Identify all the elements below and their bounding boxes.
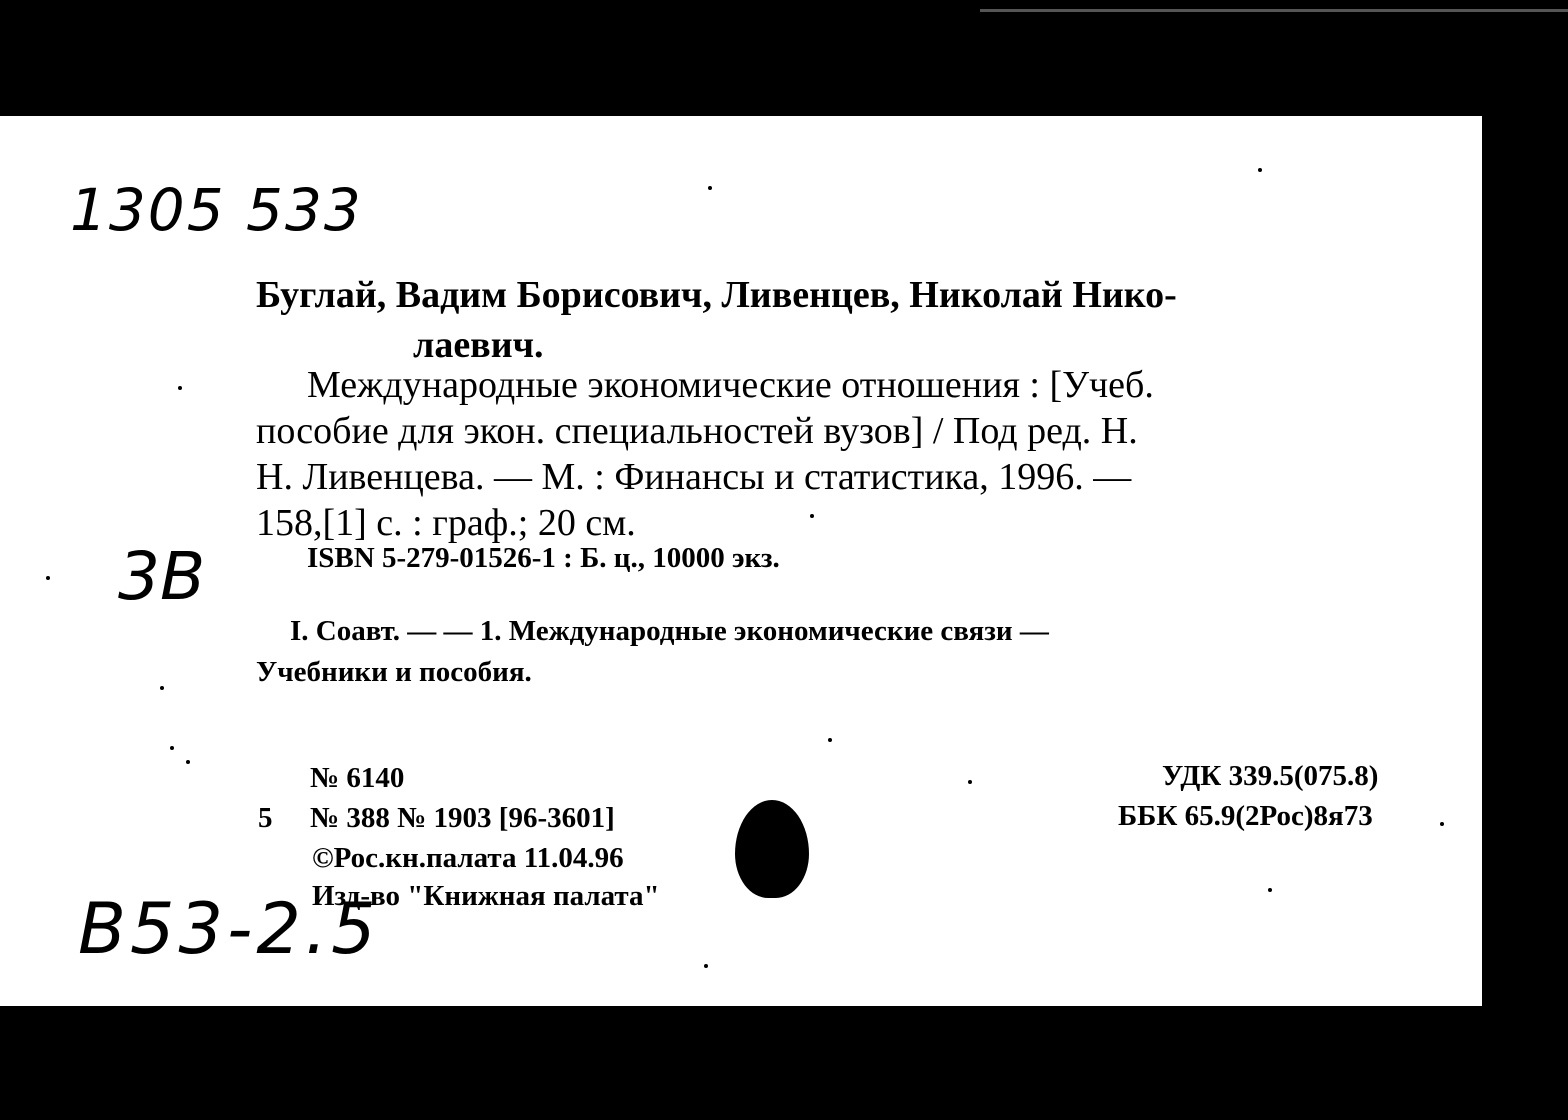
- scan-speck: [186, 760, 190, 764]
- scan-speck: [46, 576, 50, 580]
- bbk-code: ББК 65.9(2Рос)8я73: [1118, 800, 1373, 832]
- handwritten-catalog-number: 1305 533: [70, 176, 363, 244]
- handwritten-bottom-code: B53-2.5: [78, 888, 380, 970]
- description-line1: Международные экономические отношения : [Учеб.: [307, 364, 1154, 406]
- scan-speck: [810, 514, 814, 518]
- description-line2: пособие для экон. специальностей вузов] / Под ред. Н.: [256, 410, 1138, 452]
- isbn-line: ISBN 5-279-01526-1 : Б. ц., 10000 экз.: [307, 542, 780, 574]
- ink-blot: [735, 800, 809, 898]
- udk-code: УДК 339.5(075.8): [1162, 760, 1379, 792]
- footer-number: № 6140: [310, 762, 405, 794]
- footer-line2: № 388 № 1903 [96-3601]: [310, 802, 615, 834]
- scan-speck: [1268, 888, 1272, 892]
- footer-line2-prefix: 5: [258, 802, 273, 834]
- scan-speck: [1258, 168, 1262, 172]
- scan-speck: [968, 780, 972, 784]
- subjects-line2: Учебники и пособия.: [256, 656, 532, 688]
- catalog-card: [0, 116, 1482, 1006]
- scan-speck: [170, 746, 174, 750]
- description-line3: Н. Ливенцева. — М. : Финансы и статистика, 1996. —: [256, 456, 1132, 498]
- scan-speck: [704, 964, 708, 968]
- subjects-line1: I. Соавт. — — 1. Международные экономические связи —: [290, 615, 1049, 647]
- scan-speck: [708, 186, 712, 190]
- scan-edge-line: [980, 9, 1568, 12]
- footer-copyright: ©Рос.кн.палата 11.04.96: [312, 842, 624, 874]
- scan-speck: [828, 738, 832, 742]
- scan-speck: [178, 386, 182, 390]
- author-heading-line1: Буглай, Вадим Борисович, Ливенцев, Николай Нико-: [256, 274, 1177, 316]
- description-line4: 158,[1] с. : граф.; 20 см.: [256, 502, 636, 544]
- handwritten-left-code: 3B: [118, 538, 206, 615]
- scan-speck: [1440, 822, 1444, 826]
- author-heading-line2: лаевич.: [413, 324, 544, 366]
- scan-speck: [160, 686, 164, 690]
- footer-publisher: Изд-во "Книжная палата": [312, 880, 660, 912]
